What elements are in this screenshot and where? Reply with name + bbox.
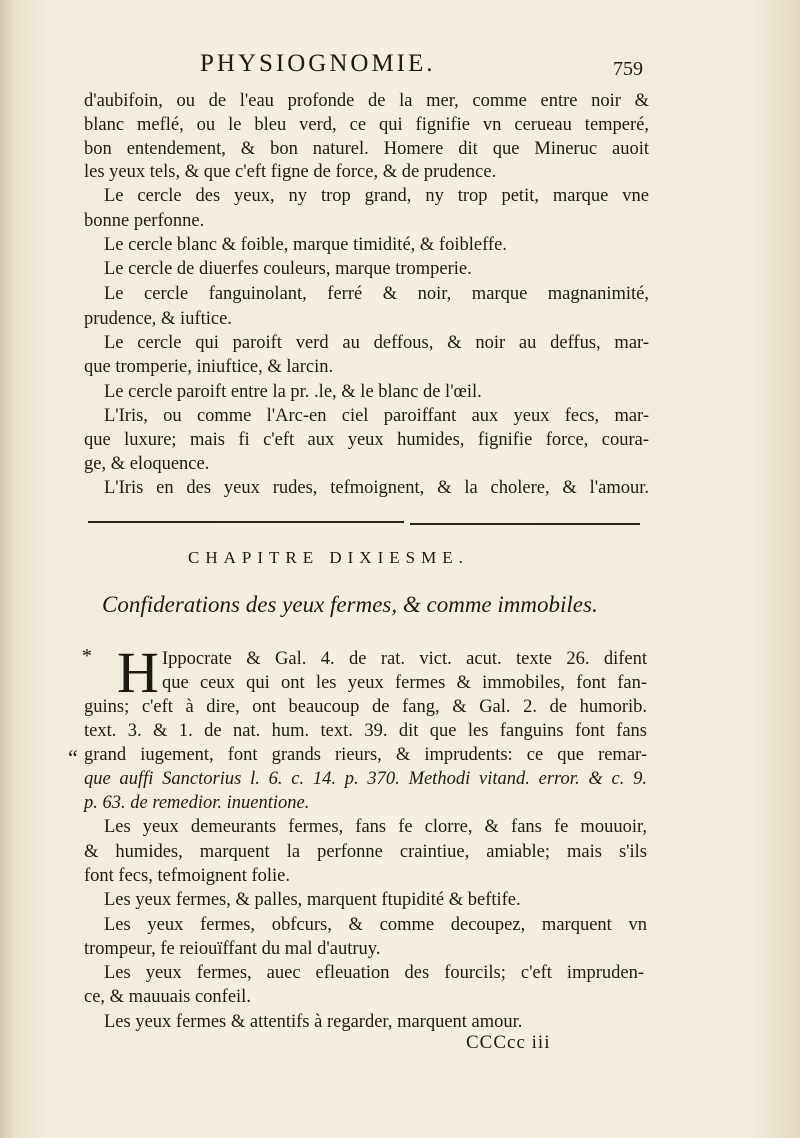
text-line: Le cercle des yeux, ny trop grand, ny trop petit, marque vne (104, 186, 649, 206)
text-line: Les yeux fermes & attentifs à regarder, marquent amour. (104, 1012, 523, 1032)
page-gutter-shadow (0, 0, 14, 1138)
text-line: blanc meflé, ou le bleu verd, ce qui fignifie vn cerueau temperé, (84, 115, 649, 135)
text-line: que luxure; mais fi c'eft aux yeux humides, fignifie force, coura- (84, 430, 649, 450)
text-line: Le cercle paroift entre la pr. .le, & le blanc de l'œil. (104, 382, 482, 402)
text-line: que tromperie, iniuftice, & larcin. (84, 357, 334, 377)
divider-rule-left (88, 521, 404, 523)
text-line: Le cercle fanguinolant, ferré & noir, marque magnanimité, (104, 284, 649, 304)
marginal-star: * (82, 645, 92, 667)
text-line: Ippocrate & Gal. 4. de rat. vict. acut. texte 26. difent (162, 649, 647, 669)
chapter-heading: CHAPITRE DIXIESME. (188, 548, 469, 567)
text-line: Les yeux fermes, auec efleuation des fourcils; c'eft impruden- (104, 963, 644, 983)
text-line: L'Iris, ou comme l'Arc-en ciel paroiffant aux yeux fecs, mar- (104, 406, 649, 426)
text-line: & humides, marquent la perfonne craintiue, amiable; mais s'ils (84, 842, 647, 862)
divider-rule-right (410, 523, 640, 525)
text-line: p. 63. de remedior. inuentione. (84, 793, 310, 813)
page-number: 759 (613, 58, 643, 80)
text-line: que ceux qui ont les yeux fermes & immobiles, font fan- (162, 673, 647, 693)
text-line: prudence, & iuftice. (84, 309, 232, 329)
drop-cap: H (117, 640, 159, 705)
text-line: trompeur, fe reiouïffant du mal d'autruy. (84, 939, 381, 959)
text-line: Le cercle de diuerfes couleurs, marque tromperie. (104, 259, 472, 279)
text-line: text. 3. & 1. de nat. hum. text. 39. dit que les fanguins font fans (84, 721, 647, 741)
text-line: grand iugement, font grands rieurs, & imprudents: ce que remar- (84, 745, 647, 765)
text-line: bon entendement, & bon naturel. Homere dit que Mineruc auoit (84, 139, 649, 159)
text-line: guins; c'eft à dire, ont beaucoup de fang, & Gal. 2. de humorib. (84, 697, 647, 717)
marginal-quote-mark: “ (68, 745, 78, 770)
text-line: Les yeux fermes, obfcurs, & comme decoupez, marquent vn (104, 915, 647, 935)
text-line: Les yeux fermes, & palles, marquent ftupidité & beftife. (104, 890, 521, 910)
running-head: PHYSIOGNOMIE. (200, 50, 436, 77)
text-line: Les yeux demeurants fermes, fans fe clorre, & fans fe mouuoir, (104, 817, 647, 837)
text-line: L'Iris en des yeux rudes, tefmoignent, & la cholere, & l'amour. (104, 478, 649, 498)
text-line: Le cercle qui paroift verd au deffous, & noir au deffus, mar- (104, 333, 649, 353)
chapter-title: Confiderations des yeux fermes, & comme immobiles. (102, 592, 598, 617)
text-line: Le cercle blanc & foible, marque timidité, & foibleffe. (104, 235, 507, 255)
catchword-signature: CCCcc iii (466, 1032, 551, 1053)
text-line: bonne perfonne. (84, 211, 205, 231)
text-line: que auffi Sanctorius l. 6. c. 14. p. 370. Methodi vitand. error. & c. 9. (84, 769, 647, 789)
text-line: d'aubifoin, ou de l'eau profonde de la mer, comme entre noir & (84, 91, 649, 111)
text-line: ce, & mauuais confeil. (84, 987, 251, 1007)
text-line: font fecs, tefmoignent folie. (84, 866, 291, 886)
text-line: ge, & eloquence. (84, 454, 210, 474)
text-line: les yeux tels, & que c'eft figne de force, & de prudence. (84, 162, 497, 182)
